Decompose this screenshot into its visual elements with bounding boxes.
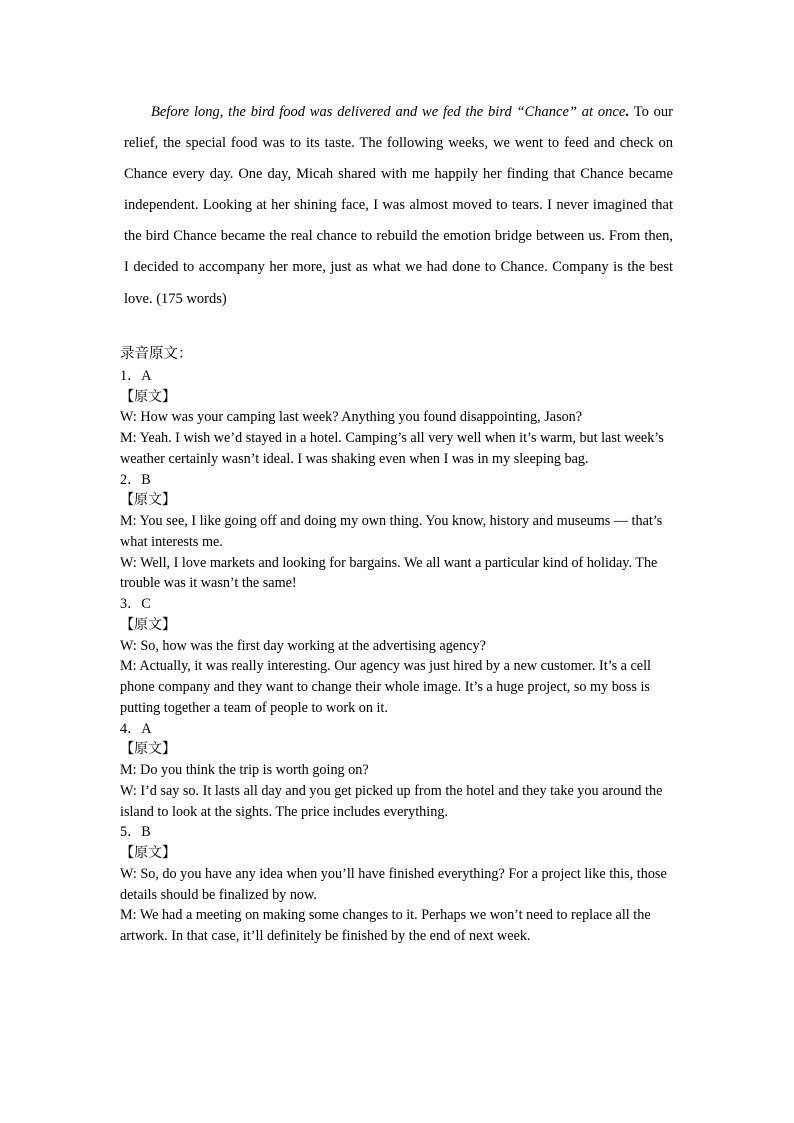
transcript-section (120, 344, 676, 947)
dialogue-line: W: I’d say so. It lasts all day and you get picked up from the hotel and they take you around the island to look at the sights. The price includes everything. (120, 782, 663, 820)
item-number: 1．A (120, 367, 152, 384)
dialogue-line: W: How was your camping last week? Anything you found disappointing, Jason? (120, 409, 583, 426)
original-text-tag: 【原文】 (120, 616, 176, 633)
dialogue-line: M: Actually, it was really interesting. Our agency was just hired by a new customer. It’s a cell phone company and they want to change their whole image. It’s a huge project, so my boss is putting together a team of people to work on it. (120, 658, 651, 716)
transcript-item-4 (120, 719, 676, 823)
transcript-item-2 (120, 470, 676, 595)
dialogue-line: M: We had a meeting on making some changes to it. Perhaps we won’t need to replace all the artwork. In that case, it’ll definitely be finished by the end of next week. (120, 907, 651, 944)
essay-section (124, 97, 673, 315)
original-text-tag: 【原文】 (120, 741, 176, 758)
essay-lead-sentence: Before long, the bird food was delivered and we fed the bird “Chance” at once (151, 104, 626, 120)
dialogue-line: M: You see, I like going off and doing my own thing. You know, history and museums — that’s what interests me. (120, 513, 663, 550)
item-number: 3．C (120, 596, 151, 612)
transcript-item-5 (120, 822, 676, 947)
original-text-tag: 【原文】 (120, 388, 176, 405)
essay-lead-period: . (625, 104, 629, 120)
transcript-heading: 录音原文： (120, 346, 193, 362)
item-number: 2．B (120, 471, 151, 488)
dialogue-line: W: Well, I love markets and looking for bargains. We all want a particular kind of holiday. The trouble was it wasn’t the same! (120, 554, 658, 592)
transcript-item-1 (120, 366, 676, 470)
dialogue-line: M: Yeah. I wish we’d stayed in a hotel. Camping’s all very well when it’s warm, but last week’s weather certainly wasn’t ideal. I was shaking even when I was in my sleeping bag. (120, 430, 664, 467)
dialogue-line: W: So, how was the first day working at the advertising agency? (120, 637, 486, 654)
dialogue-line: M: Do you think the trip is worth going on? (120, 762, 369, 778)
essay-paragraph (124, 97, 673, 315)
item-number: 5．B (120, 824, 151, 841)
dialogue-line: W: So, do you have any idea when you’ll have finished everything? For a project like this, those details should be finalized by now. (120, 865, 667, 903)
transcript-item-3 (120, 594, 676, 719)
original-text-tag: 【原文】 (120, 492, 176, 509)
item-number: 4．A (120, 720, 152, 737)
original-text-tag: 【原文】 (120, 845, 176, 861)
essay-body: To our relief, the special food was to its taste. The following weeks, we went to feed and check on Chance every day. One day, Micah shared with me happily her finding that Chance became independent. Looking at her shining face, I was almost moved to tears. I never imagined that the bird Chance became the real chance to rebuild the emotion bridge between us. From then, I decided to accompany her more, just as what we had done to Chance. Company is the best love. (175 words) (124, 104, 673, 307)
